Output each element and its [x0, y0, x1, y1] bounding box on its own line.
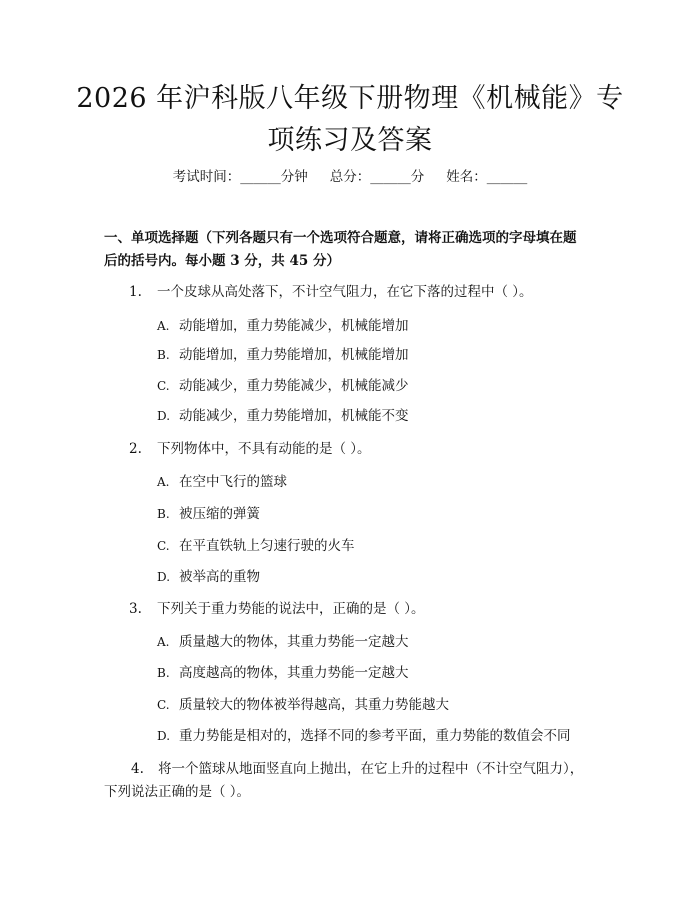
option-2a: [157, 472, 607, 492]
option-letter: A.: [157, 635, 170, 649]
document-title: [60, 78, 640, 162]
section-heading: [104, 227, 600, 273]
option-letter: A.: [157, 475, 170, 489]
option-letter: A.: [157, 319, 170, 333]
option-1c: [157, 376, 607, 396]
total-score-field: 总分：______分: [329, 169, 425, 185]
question-number: 3.: [129, 601, 142, 617]
question-text: 一个皮球从高处落下，不计空气阻力，在它下落的过程中（ ）。: [157, 284, 533, 300]
title-line-2: 项练习及答案: [267, 125, 433, 156]
question-number: 2.: [129, 441, 142, 457]
exam-meta: [0, 167, 700, 187]
question-text: 将一个篮球从地面竖直向上抛出，在它上升的过程中（不计空气阻力），: [158, 761, 584, 777]
section-heading-line-1: 一、单项选择题（下列各题只有一个选项符合题意，请将正确选项的字母填在题: [104, 230, 577, 246]
question-2: [104, 438, 600, 461]
option-text: 高度越高的物体，其重力势能一定越大: [179, 665, 409, 681]
option-letter: C.: [157, 698, 170, 712]
option-letter: B.: [157, 507, 170, 521]
option-letter: B.: [157, 666, 170, 680]
option-text: 质量越大的物体，其重力势能一定越大: [179, 634, 409, 650]
title-line-1: 2026 年沪科版八年级下册物理《机械能》专: [76, 83, 624, 114]
option-text: 动能增加，重力势能减少，机械能增加: [179, 318, 409, 334]
section-heading-line-2: 后的括号内。每小题 3 分，共 45 分）: [104, 253, 340, 269]
option-text: 被压缩的弹簧: [179, 506, 260, 522]
option-letter: D.: [157, 570, 171, 584]
option-3d: [157, 726, 607, 746]
option-letter: C.: [157, 379, 170, 393]
option-2b: [157, 504, 607, 524]
option-text: 在平直铁轨上匀速行驶的火车: [179, 538, 355, 554]
option-text: 质量较大的物体被举得越高，其重力势能越大: [179, 697, 449, 713]
student-name-field: 姓名：______: [446, 169, 528, 185]
option-1d: [157, 406, 607, 426]
question-number: 4.: [131, 761, 144, 777]
option-letter: C.: [157, 539, 170, 553]
option-text: 在空中飞行的篮球: [179, 474, 287, 490]
question-number: 1.: [129, 284, 142, 300]
option-2d: [157, 567, 607, 587]
question-text-line-1: [104, 758, 600, 781]
option-3b: [157, 663, 607, 683]
option-2c: [157, 536, 607, 556]
question-1: [104, 281, 600, 304]
option-text: 动能增加，重力势能增加，机械能增加: [179, 347, 409, 363]
question-3: [104, 598, 600, 621]
option-text: 重力势能是相对的，选择不同的参考平面，重力势能的数值会不同: [179, 728, 571, 744]
option-letter: D.: [157, 729, 171, 743]
option-1b: [157, 345, 607, 365]
question-4: [104, 758, 600, 804]
question-text: 下列物体中，不具有动能的是（ ）。: [157, 441, 371, 457]
question-text-line-2: 下列说法正确的是（ ）。: [104, 784, 251, 800]
option-text: 被举高的重物: [179, 569, 260, 585]
question-text: 下列关于重力势能的说法中，正确的是（ ）。: [157, 601, 425, 617]
option-text: 动能减少，重力势能减少，机械能减少: [179, 378, 409, 394]
option-letter: D.: [157, 409, 171, 423]
option-3c: [157, 695, 607, 715]
option-letter: B.: [157, 348, 170, 362]
exam-time-field: 考试时间：______分钟: [172, 169, 308, 185]
option-3a: [157, 632, 607, 652]
option-text: 动能减少，重力势能增加，机械能不变: [179, 408, 409, 424]
option-1a: [157, 316, 607, 336]
